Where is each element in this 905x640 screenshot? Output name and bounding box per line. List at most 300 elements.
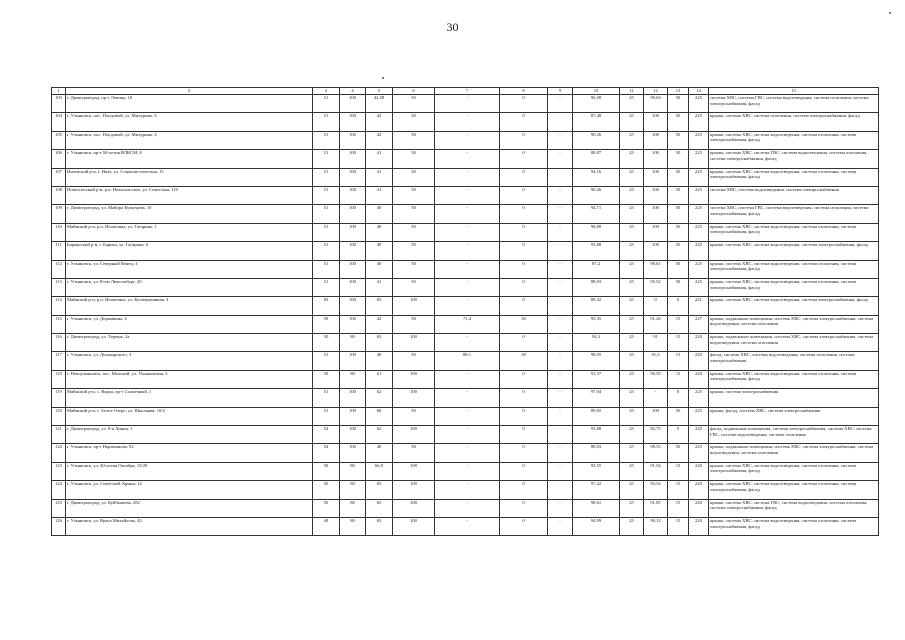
table-cell: 100 (340, 260, 366, 278)
table-cell: 51 (313, 278, 340, 296)
table-cell: 113 (52, 278, 66, 296)
table-cell: 100 (644, 186, 668, 204)
table-cell: 25 (620, 389, 644, 407)
table-cell: 25 (620, 223, 644, 241)
table-cell: 25 (620, 260, 644, 278)
table-cell: 98,05 (573, 352, 620, 370)
column-header-9: 9 (548, 88, 573, 95)
table-row (52, 407, 879, 425)
works-cell: крыша, система ХВС, система водоотведения, система электроснабжения, фасад (709, 297, 879, 315)
table-cell: - (548, 131, 573, 149)
table-cell: 80 (340, 462, 366, 480)
table-cell: - (548, 315, 573, 333)
works-cell: крыша, система ХВС, система водоотведения, система отопления, система электроснабжения, фасад (709, 223, 879, 241)
table-cell: 91,54 (644, 462, 668, 480)
table-cell: 80 (340, 370, 366, 388)
works-cell: система ХВС, система ГВС, система водоотведения, система отопления, система электроснабжения, фасад (709, 205, 879, 223)
table-cell: 98,35 (644, 444, 668, 462)
table-cell: - (548, 205, 573, 223)
table-cell: - (435, 444, 500, 462)
table-cell: 117 (52, 352, 66, 370)
table-row (52, 352, 879, 370)
table-cell: 25 (620, 168, 644, 186)
works-cell: система ХВС, система водоотведения, система электроснабжения (709, 186, 879, 204)
table-cell: - (435, 370, 500, 388)
table-cell: 220 (689, 462, 709, 480)
table-cell: 100 (644, 168, 668, 186)
table-cell: 100 (340, 444, 366, 462)
table-cell: 119 (52, 389, 66, 407)
address-cell: г. Ульяновск, пр-т Нариманова, 92 (66, 444, 313, 462)
table-cell: 50 (313, 499, 340, 517)
table-cell: 100 (393, 334, 435, 352)
table-cell: 50 (668, 223, 689, 241)
table-cell: - (435, 113, 500, 131)
table-cell: 225 (689, 278, 709, 296)
table-cell: 104 (52, 113, 66, 131)
works-cell: крыша, подвальные помещения, система ХВС, система электроснабжения, система водоотведения, система отопления (709, 315, 879, 333)
table-cell: 40 (366, 444, 393, 462)
table-row (52, 334, 879, 352)
table-cell: 25 (620, 444, 644, 462)
address-cell: г. Ульяновск, ул. Врача Михайлова, 43 (66, 517, 313, 535)
table-cell: 62 (366, 426, 393, 444)
table-cell: 71,4 (435, 315, 500, 333)
table-cell: 65 (366, 297, 393, 315)
table-row (52, 444, 879, 462)
table-cell: - (548, 389, 573, 407)
table-cell: 50 (668, 260, 689, 278)
works-cell: крыша, система ХВС, система отопления, система электроснабжения, фасад (709, 113, 879, 131)
table-cell: 0 (500, 389, 548, 407)
table-cell: 220 (689, 499, 709, 517)
table-cell: 0 (668, 389, 689, 407)
column-header-6: 6 (393, 88, 435, 95)
table-cell: - (435, 426, 500, 444)
table-cell: 114 (52, 297, 66, 315)
table-cell: - (435, 499, 500, 517)
address-cell: г. Ульяновск, пр-т 50-летия ВЛКСМ, 8 (66, 150, 313, 168)
scan-speck (889, 12, 891, 14)
table-cell: - (548, 278, 573, 296)
table-cell: 96,58 (573, 95, 620, 113)
address-cell: г. Ульяновск, ул. Луначарского, 3 (66, 352, 313, 370)
table-cell: 100 (644, 223, 668, 241)
table-cell: 40 (366, 260, 393, 278)
table-cell: 91 (644, 334, 668, 352)
table-cell: 225 (689, 223, 709, 241)
table-cell: 91,37 (573, 370, 620, 388)
table-row (52, 278, 879, 296)
table-cell: 0 (500, 95, 548, 113)
table-cell: 25 (620, 517, 644, 535)
table-cell: - (435, 186, 500, 204)
table-row (52, 186, 879, 204)
table-cell: - (548, 481, 573, 499)
address-cell: г. Ульяновск, ул. Доржавина, 4 (66, 315, 313, 333)
table-cell: 103 (52, 95, 66, 113)
table-row (52, 499, 879, 517)
table-cell: 61 (366, 370, 393, 388)
table-cell: 108 (52, 186, 66, 204)
table-row (52, 150, 879, 168)
table-cell: 100 (340, 186, 366, 204)
table-cell: 88,87 (573, 150, 620, 168)
table-cell: 50 (668, 242, 689, 260)
table-cell: 93,88 (573, 242, 620, 260)
table-cell: 120 (52, 407, 66, 425)
table-cell: - (435, 278, 500, 296)
table-cell: 110 (52, 223, 66, 241)
table-cell: 100 (340, 315, 366, 333)
table-cell: 126 (52, 517, 66, 535)
table-cell: - (548, 150, 573, 168)
table-cell: 0 (500, 426, 548, 444)
table-cell: 225 (689, 95, 709, 113)
housing-register-table (51, 87, 879, 536)
table-cell: 94,3 (573, 334, 620, 352)
table-cell: 50 (393, 242, 435, 260)
address-cell: г. Ульяновск, ул. 40-летия Октября, 15/20 (66, 462, 313, 480)
table-cell: 30 (500, 352, 548, 370)
table-cell: - (548, 334, 573, 352)
table-cell: 225 (689, 113, 709, 131)
table-cell: 65 (366, 499, 393, 517)
column-header-1: 1 (52, 88, 66, 95)
table-row (52, 205, 879, 223)
table-cell: 83 (313, 297, 340, 315)
table-cell: 50 (668, 407, 689, 425)
table-cell: 227 (689, 315, 709, 333)
table-cell: 225 (689, 444, 709, 462)
table-cell: - (548, 242, 573, 260)
table-cell: 0 (500, 205, 548, 223)
table-cell: - (644, 389, 668, 407)
table-cell: 0 (500, 186, 548, 204)
table-cell: 50 (393, 95, 435, 113)
table-cell: - (548, 95, 573, 113)
table-cell: 0 (500, 481, 548, 499)
table-cell: 100 (340, 242, 366, 260)
table-cell: 100 (644, 131, 668, 149)
table-cell: 50 (393, 150, 435, 168)
works-cell: крыша, система ХВС, система водоотведения, система электроснабжения, фасад (709, 242, 879, 260)
table-cell: 225 (689, 389, 709, 407)
table-cell: - (548, 407, 573, 425)
table-cell: 15 (668, 352, 689, 370)
table-cell: 220 (689, 334, 709, 352)
table-cell: 87,48 (573, 113, 620, 131)
table-cell: 95,55 (573, 462, 620, 480)
works-cell: крыша, система ХВС, система ГВС, система водоотведения, система отопления, система электроснабжения, фасад (709, 150, 879, 168)
table-cell: 42,58 (366, 95, 393, 113)
works-cell: фасад, подвальные помещения, система электроснабжения, система ХВС, система ГВС, система водоотведения, система отопления (709, 426, 879, 444)
table-cell: 94,99 (573, 517, 620, 535)
table-cell: 100 (340, 278, 366, 296)
table-cell: 121 (52, 426, 66, 444)
table-cell: 90,12 (644, 517, 668, 535)
table-cell: - (548, 297, 573, 315)
works-cell: крыша, система ХВС, система водоотведения, система отопления, система электроснабжения, фасад (709, 462, 879, 480)
table-cell: - (548, 517, 573, 535)
table-cell: - (435, 205, 500, 223)
table-row (52, 315, 879, 333)
table-cell: 89,65 (573, 407, 620, 425)
table-cell: 100 (340, 113, 366, 131)
table-cell: 100 (340, 150, 366, 168)
column-header-15: 15 (709, 88, 879, 95)
table-cell: 100 (340, 95, 366, 113)
table-cell: - (548, 499, 573, 517)
table-cell: 50 (668, 150, 689, 168)
table-cell: - (435, 223, 500, 241)
table-cell: 0 (500, 370, 548, 388)
table-cell: - (435, 407, 500, 425)
table-cell: 107 (52, 168, 66, 186)
table-cell: 25 (620, 407, 644, 425)
address-cell: г. Димитровград, ул. Майора Кузнецова, 10 (66, 205, 313, 223)
table-cell: 220 (689, 352, 709, 370)
table-cell: 25 (620, 186, 644, 204)
table-cell: 100 (393, 297, 435, 315)
table-cell: 116 (52, 334, 66, 352)
address-cell: Майнский р-н, р.п. Игнатовка, ул. Гагарина, 1 (66, 223, 313, 241)
table-cell: 100 (644, 242, 668, 260)
table-cell: - (548, 444, 573, 462)
table-cell: 25 (620, 113, 644, 131)
table-cell: - (548, 352, 573, 370)
table-cell: 225 (689, 205, 709, 223)
table-cell: 15 (668, 499, 689, 517)
table-cell: 50 (313, 334, 340, 352)
table-cell: 100 (644, 205, 668, 223)
table-cell: 0 (500, 462, 548, 480)
works-cell: система ХВС, система ГВС, система водоотведения, система отопления, система электроснабжения, фасад (709, 95, 879, 113)
table-cell: 62 (366, 389, 393, 407)
page-number: 30 (446, 20, 459, 34)
table-cell: 125 (52, 499, 66, 517)
table-cell: 91,26 (644, 315, 668, 333)
address-cell: г. Димитровград, ул. 9-я Линия, 1 (66, 426, 313, 444)
table-cell: 0 (500, 334, 548, 352)
table-cell: - (435, 95, 500, 113)
table-cell: 98,61 (573, 499, 620, 517)
table-cell: 90,59 (644, 370, 668, 388)
works-cell: крыша, фасад, система ХВС, система электроснабжения (709, 407, 879, 425)
table-cell: 95,52 (644, 278, 668, 296)
table-cell: 225 (689, 186, 709, 204)
table-cell: 66,9 (366, 462, 393, 480)
table-cell: - (548, 168, 573, 186)
table-cell: 51 (313, 389, 340, 407)
table-cell: 50 (668, 205, 689, 223)
table-cell: 225 (689, 426, 709, 444)
table-cell: 60 (366, 407, 393, 425)
table-cell: 51 (313, 186, 340, 204)
address-cell: г. Ульяновск, пос. Плодовый, ул. Мичурина, 6 (66, 113, 313, 131)
table-cell: 100 (644, 407, 668, 425)
table-cell: - (435, 481, 500, 499)
column-header-8: 8 (500, 88, 548, 95)
table-cell: 41 (366, 168, 393, 186)
table-cell: 51 (313, 223, 340, 241)
table-cell: 50 (393, 113, 435, 131)
address-cell: Инзенский р-н, г. Инза, ул. Социалистическая, 15 (66, 168, 313, 186)
works-cell: крыша, подвальные помещения, система ХВС, система электроснабжения, система водоотведения, система отопления (709, 334, 879, 352)
works-cell: крыша, подвальные помещения, система ХВС, система электроснабжения, система водоотведения, система отопления (709, 444, 879, 462)
table-cell: 25 (620, 297, 644, 315)
table-row (52, 260, 879, 278)
table-cell: 25 (620, 499, 644, 517)
table-cell: 25 (620, 95, 644, 113)
address-cell: г. Ульяновск, ул. Розы Люксембург, 20 (66, 278, 313, 296)
address-cell: г. Димитровград, ул. Куйбышева, 282 (66, 499, 313, 517)
table-cell: 40 (366, 223, 393, 241)
table-cell: 95,35 (573, 315, 620, 333)
table-cell: 41 (366, 186, 393, 204)
address-cell: Новоспасский р-н, р.п. Новоспасское, ул. Советская, 119 (66, 186, 313, 204)
table-cell: 50 (393, 315, 435, 333)
table-cell: 100 (340, 389, 366, 407)
table-cell: 42 (366, 131, 393, 149)
table-cell: 100 (644, 113, 668, 131)
table-cell: 220 (689, 481, 709, 499)
table-cell: 0 (500, 242, 548, 260)
table-cell: 25 (620, 481, 644, 499)
table-cell: 220 (689, 370, 709, 388)
table-cell: 50 (313, 481, 340, 499)
works-cell: крыша, система ХВС, система водоотведения, система отопления, система электроснабжения, фасад (709, 370, 879, 388)
table-row (52, 426, 879, 444)
column-header-10: 10 (573, 88, 620, 95)
table-cell: 0 (500, 499, 548, 517)
table-cell: 92,54 (644, 481, 668, 499)
address-cell: Майнский р-н, с. Белое Озеро, ул. Школьная, 10/2 (66, 407, 313, 425)
table-cell: 100 (340, 168, 366, 186)
column-header-2: 2 (66, 88, 313, 95)
table-cell: - (548, 260, 573, 278)
table-cell: - (435, 462, 500, 480)
table-cell: 50 (393, 168, 435, 186)
table-cell: 51 (313, 131, 340, 149)
table-cell: 122 (52, 444, 66, 462)
address-cell: г. Димитровград, ул. Терешк, 2а (66, 334, 313, 352)
table-cell: 111 (52, 242, 66, 260)
table-cell: - (435, 131, 500, 149)
works-cell: крыша, система ХВС, система водоотведения, система отопления, система электроснабжения, фасад (709, 481, 879, 499)
table-cell: 91,85 (644, 499, 668, 517)
table-cell: 90,26 (573, 186, 620, 204)
table-cell: 50 (393, 223, 435, 241)
table-cell: 100 (644, 150, 668, 168)
column-header-5: 5 (366, 88, 393, 95)
table-cell: 41 (366, 278, 393, 296)
table-cell: 0 (644, 297, 668, 315)
table-cell: 94,71 (573, 205, 620, 223)
table-cell: 100 (340, 223, 366, 241)
table-cell: 98,61 (644, 260, 668, 278)
table-cell: 40 (366, 205, 393, 223)
works-cell: крыша, система ХВС, система водоотведения, система отопления, система электроснабжения, фасад (709, 260, 879, 278)
address-cell: г. Новоульяновск, пос. Меловой, ул. Ульяновская, 3 (66, 370, 313, 388)
table-cell: 65 (366, 517, 393, 535)
table-cell: - (548, 426, 573, 444)
works-cell: крыша, система ХВС, система ГВС, система водоотведения, система отопления, система электроснабжения, фасад (709, 499, 879, 517)
table-cell: 225 (689, 242, 709, 260)
table-cell: 221 (689, 297, 709, 315)
column-header-14: 14 (689, 88, 709, 95)
table-cell: 100 (340, 407, 366, 425)
table-cell: - (435, 297, 500, 315)
table-cell: 51 (313, 113, 340, 131)
column-header-3: 3 (313, 88, 340, 95)
table-cell: 51 (313, 150, 340, 168)
table-cell: 65 (366, 481, 393, 499)
table-cell: 123 (52, 462, 66, 480)
table-row (52, 242, 879, 260)
table-cell: - (548, 370, 573, 388)
table-cell: 51 (313, 242, 340, 260)
table-cell: 0 (500, 278, 548, 296)
table-cell: 41 (366, 150, 393, 168)
table-row (52, 297, 879, 315)
table-cell: 100 (393, 389, 435, 407)
works-cell: крыша, система ХВС, система водоотведения, система отопления, система электроснабжения, фасад (709, 278, 879, 296)
works-cell: фасад, система ХВС, система водоотведения, система отопления, система электроснабжения (709, 352, 879, 370)
table-cell: 51 (313, 95, 340, 113)
table-cell: 50 (668, 278, 689, 296)
table-cell: 25 (620, 426, 644, 444)
table-cell: 50 (393, 352, 435, 370)
table-cell: 100 (393, 517, 435, 535)
table-cell: 50 (668, 168, 689, 186)
table-cell: 0 (500, 131, 548, 149)
table-cell: 50 (393, 131, 435, 149)
table-cell: - (435, 260, 500, 278)
table-cell: 51 (313, 352, 340, 370)
table-cell: 59 (313, 315, 340, 333)
table-cell: 25 (620, 370, 644, 388)
table-cell: 88,1 (435, 352, 500, 370)
table-cell: 91,3 (644, 352, 668, 370)
table-cell: 50 (393, 444, 435, 462)
table-row (52, 113, 879, 131)
table-cell: 100 (393, 481, 435, 499)
table-cell: 0 (500, 297, 548, 315)
table-cell: 15 (668, 334, 689, 352)
table-cell: 49 (313, 517, 340, 535)
table-cell: - (435, 150, 500, 168)
table-cell: - (548, 462, 573, 480)
table-row (52, 370, 879, 388)
table-cell: 0 (500, 223, 548, 241)
table-cell: 100 (340, 205, 366, 223)
table-row (52, 168, 879, 186)
table-cell: 225 (689, 150, 709, 168)
column-header-13: 13 (668, 88, 689, 95)
table-cell: 105 (52, 131, 66, 149)
address-cell: г. Ульяновск, пос. Плодовый, ул. Мичурина, 4 (66, 131, 313, 149)
table-cell: 97,04 (573, 389, 620, 407)
table-cell: 80 (340, 499, 366, 517)
table-cell: 25 (620, 131, 644, 149)
table-cell: 42 (366, 113, 393, 131)
table-cell: 0 (500, 444, 548, 462)
table-cell: 25 (620, 150, 644, 168)
table-cell: 88,03 (573, 278, 620, 296)
table-cell: 87,2 (573, 260, 620, 278)
table-cell: 50 (668, 444, 689, 462)
